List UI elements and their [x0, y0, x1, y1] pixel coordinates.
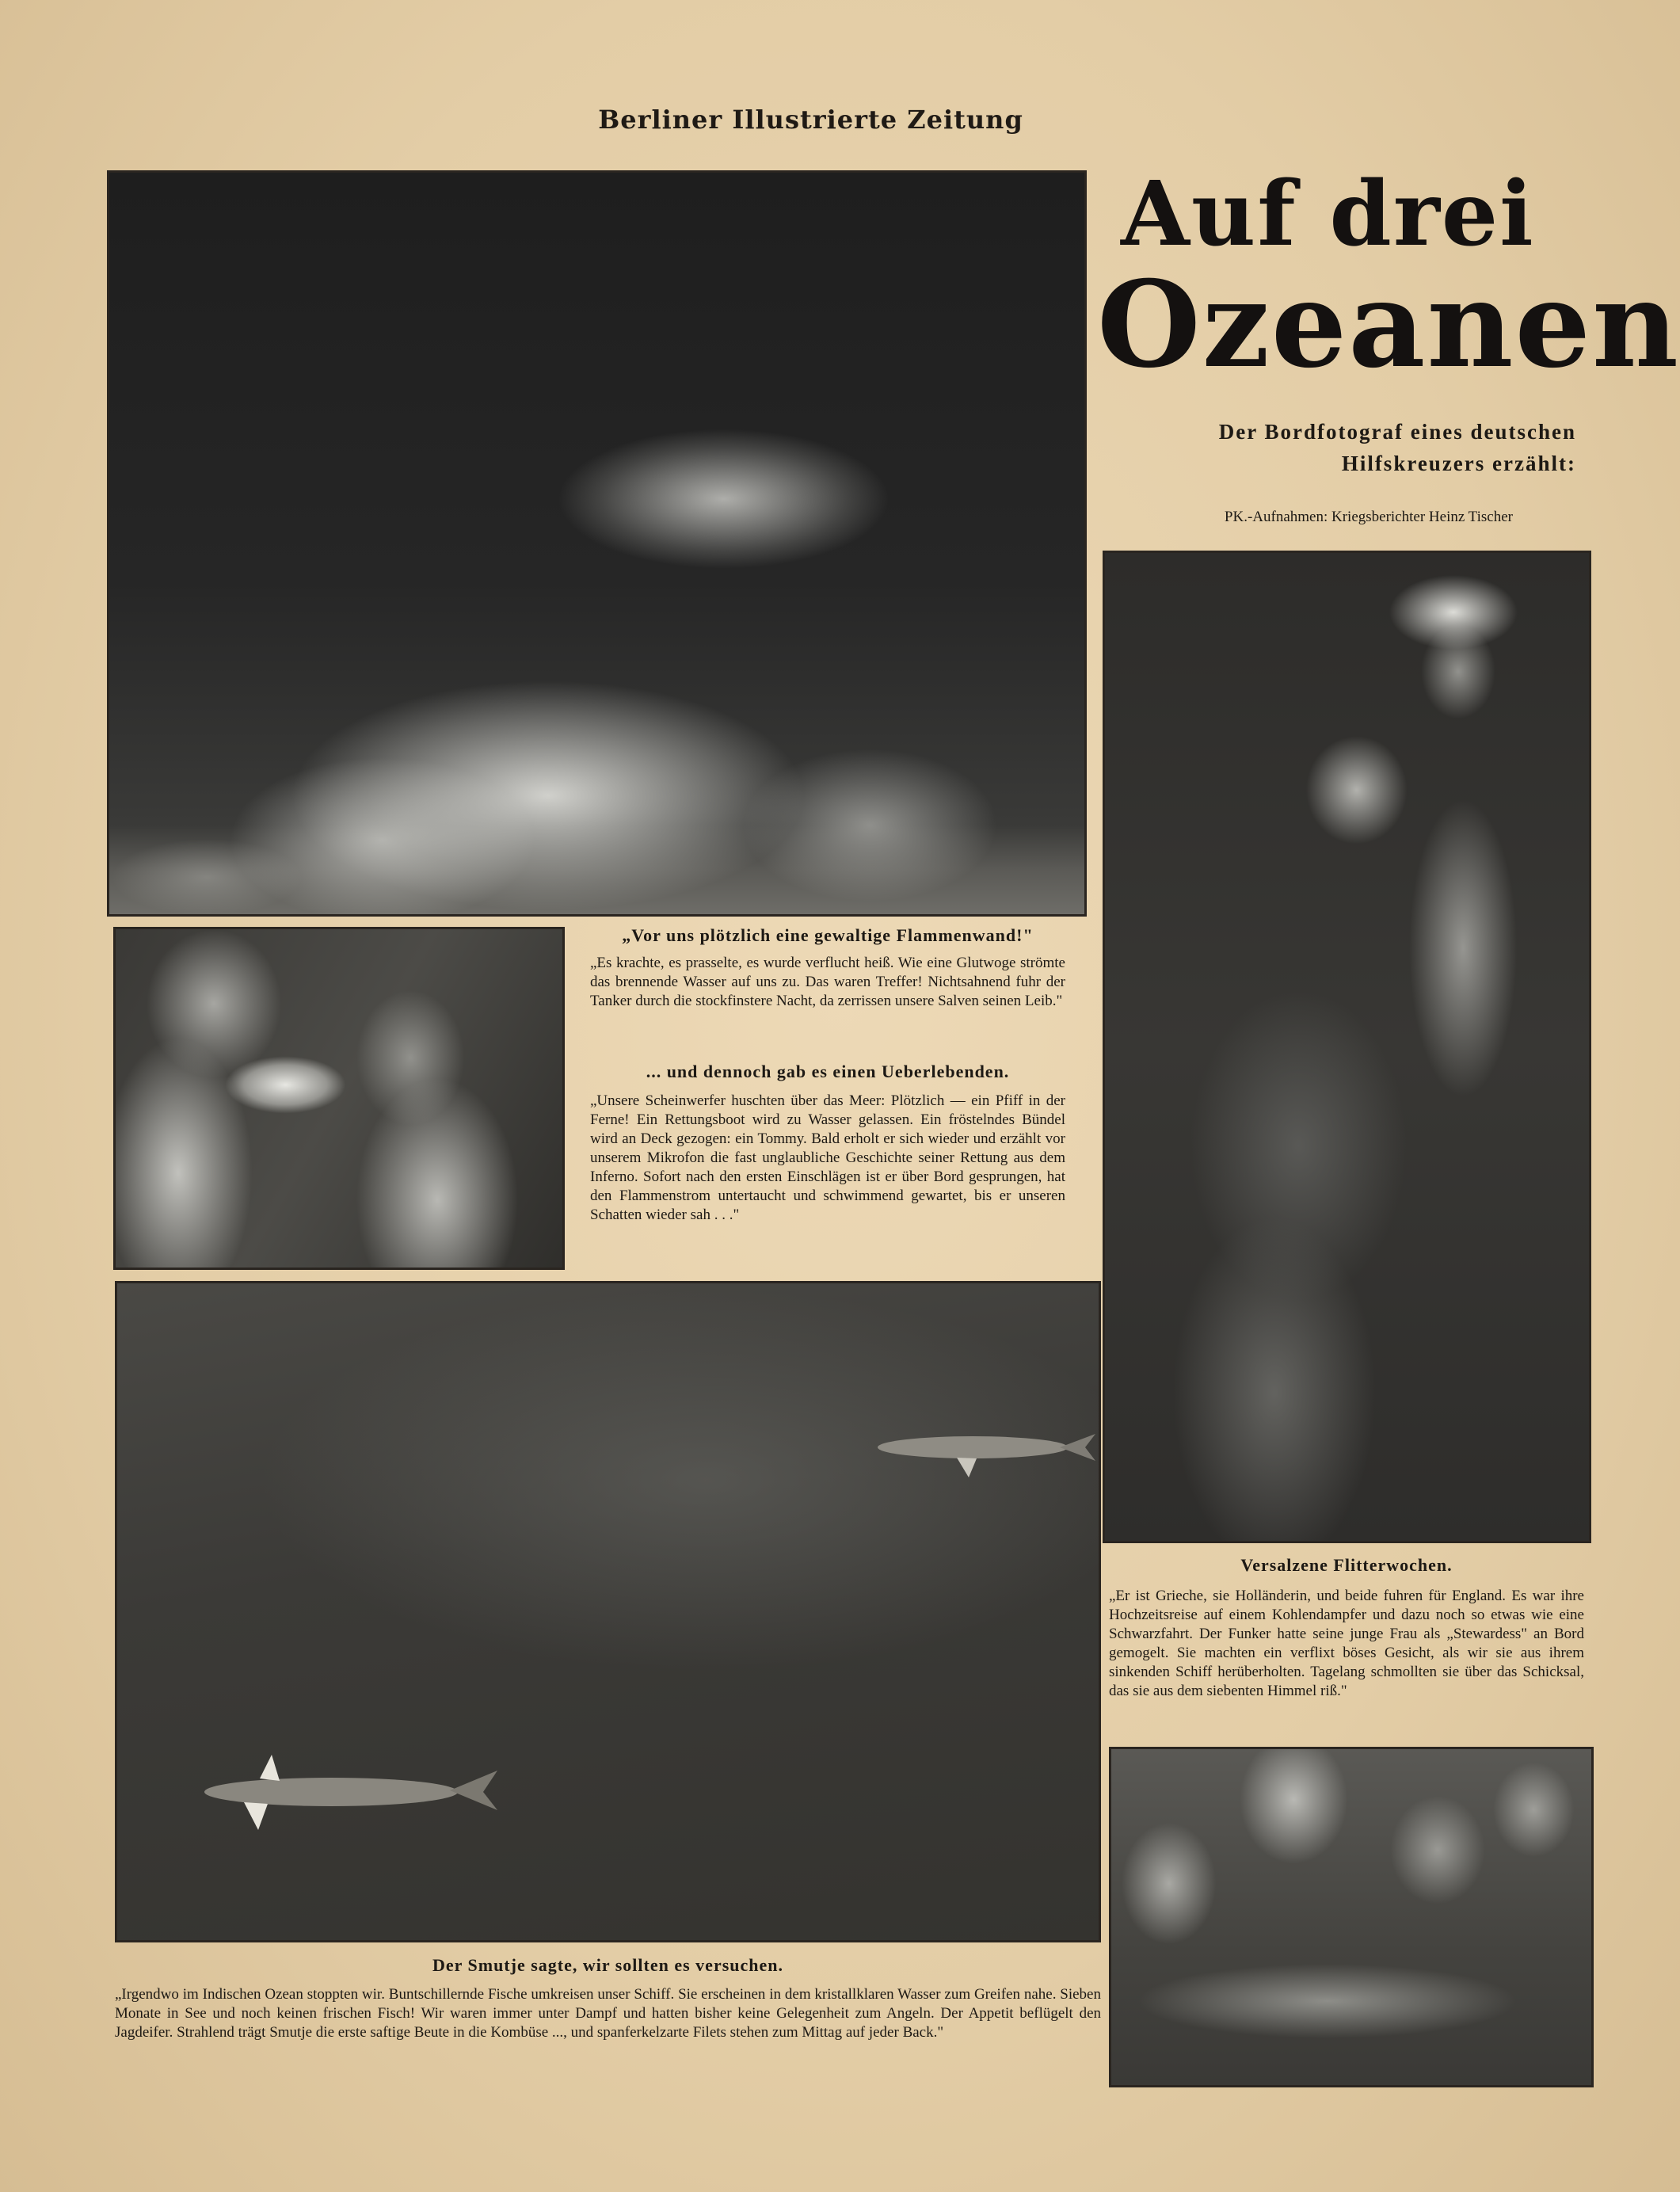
fish-lower	[204, 1755, 497, 1830]
caption-flames-body: „Es krachte, es prasselte, es wurde verflucht heiß. Wie eine Glutwoge strömte das brennende Wasser auf uns zu. Das waren Treffer! Nichtsahnend fuhr der Tanker durch die stockfinstere Nacht, da zerrissen unsere Salven seinen Leib."	[590, 955, 1065, 1009]
masthead: Berliner Illustrierte Zeitung	[598, 105, 1023, 135]
caption-cook-body: „Irgendwo im Indischen Ozean stoppten wir. Buntschillernde Fische umkreisen unser Schiff. Sie erscheinen in dem kristallklaren Wasser zum Greifen nahe. Sieben Monate in See und noch keinen frischen Fisch! Wir waren immer unter Dampf und hatten bisher keine Gelegenheit zum Angeln. Der Appetit beflügelt den Jagdeifer. Strahlend trägt Smutje die erste saftige Beute in die Kombüse ..., und spanferkelzarte Filets stehen zum Mittag auf jeder Back."	[115, 1986, 1101, 2041]
caption-honeymoon	[1109, 1555, 1584, 1701]
photo-microphone-interview	[113, 927, 565, 1270]
caption-honeymoon-heading: Versalzene Flitterwochen.	[1240, 1555, 1453, 1575]
caption-cook-heading: Der Smutje sagte, wir sollten es versuchen.	[432, 1955, 784, 1975]
photo-sailors-with-fish	[1109, 1747, 1594, 2087]
fish-silhouettes	[117, 1283, 1103, 1945]
subtitle	[1109, 416, 1576, 479]
headline-line-2: Ozeanen	[1097, 255, 1680, 395]
subtitle-line-2: Hilfskreuzers erzählt:	[1341, 452, 1576, 475]
caption-honeymoon-body: „Er ist Grieche, sie Holländerin, und beide fuhren für England. Es war ihre Hochzeitsreise auf einem Kohlendampfer und dazu noch so etwas wie eine Schwarzfahrt. Der Funker hatte seine junge Frau als „Stewardess" an Bord gemogelt. Sie machten ein verflixt böses Gesicht, als wir sie aus ihrem sinkenden Schiff herüberholten. Tagelang schmollten sie über das Schicksal, das sie aus dem siebenten Himmel riß."	[1109, 1588, 1584, 1699]
photo-flame-wall	[107, 170, 1087, 917]
fish-upper	[878, 1434, 1095, 1477]
photo-credit: PK.-Aufnahmen: Kriegsberichter Heinz Tischer	[1224, 509, 1513, 525]
caption-cook	[115, 1955, 1101, 2042]
photo-fish-in-water	[115, 1281, 1101, 1942]
subtitle-line-1: Der Bordfotograf eines deutschen	[1218, 420, 1576, 444]
caption-flames-heading: „Vor uns plötzlich eine gewaltige Flammenwand!"	[622, 925, 1034, 945]
caption-survivor-body: „Unsere Scheinwerfer huschten über das Meer: Plötzlich — ein Pfiff in der Ferne! Ein Rettungsboot wird zu Wasser gelassen. Ein fröstelndes Bündel wird an Deck gezogen: ein Tommy. Bald erholt er sich wieder und erzählt vor unserem Mikrofon die fast unglaubliche Geschichte seiner Rettung aus dem Inferno. Sofort nach den ersten Einschlägen ist er über Bord gesprungen, hat den Flammenstrom untertaucht und schwimmend gewartet, bis er unseren Schatten wieder sah . . ."	[590, 1092, 1065, 1223]
caption-survivor-heading: ... und dennoch gab es einen Ueberlebenden.	[646, 1062, 1010, 1081]
caption-survivor	[590, 1062, 1065, 1225]
headline-line-1: Auf drei	[1121, 162, 1535, 266]
caption-flames	[590, 925, 1065, 1011]
photo-honeymoon-couple	[1103, 551, 1591, 1543]
